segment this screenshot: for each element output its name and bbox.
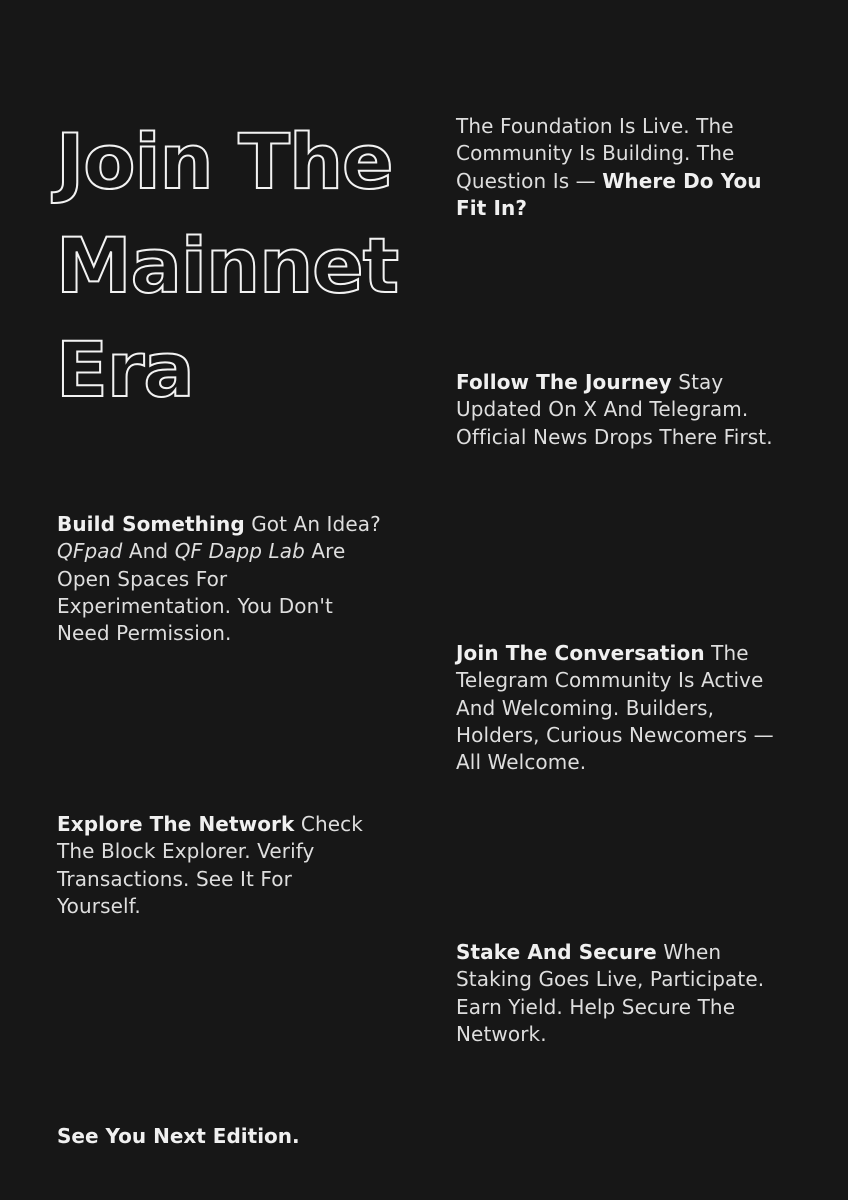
journey-title: Follow The Journey	[456, 370, 672, 394]
qfpad-link[interactable]: QFpad	[57, 539, 123, 564]
intro-paragraph	[456, 113, 796, 222]
build-title: Build Something	[57, 512, 245, 536]
intro-text: The Foundation Is Live. The Community Is Building. The Question Is —	[456, 114, 735, 193]
stake-body: When Staking Goes Live, Participate. Earn Yield. Help Secure The Network.	[456, 940, 765, 1046]
stake-title: Stake And Secure	[456, 940, 657, 964]
conversation-body: The Telegram Community Is Active And Welcoming. Builders, Holders, Curious Newcomers — All Welcome.	[456, 641, 774, 775]
build-connector: And	[128, 539, 169, 564]
explore-title: Explore The Network	[57, 812, 295, 836]
build-body-start: Got An Idea?	[251, 512, 381, 536]
explore-body: Check The Block Explorer. Verify Transactions. See It For Yourself.	[57, 812, 363, 918]
qf-dapp-lab-link[interactable]: QF Dapp Lab	[174, 539, 305, 564]
journey-section	[456, 369, 801, 451]
conversation-section	[456, 640, 786, 776]
page-title	[56, 110, 426, 422]
build-body-end: Are Open Spaces For Experimentation. You Don't Need Permission.	[57, 539, 346, 646]
title-line-1: Join The	[56, 117, 393, 206]
stake-section	[456, 939, 801, 1048]
title-line-3: Era	[56, 325, 194, 414]
explore-section	[57, 811, 367, 920]
journey-body: Stay Updated On X And Telegram. Official News Drops There First.	[456, 370, 773, 449]
title-line-2: Mainnet	[56, 221, 399, 310]
intro-emphasis: Where Do You Fit In?	[456, 168, 762, 220]
conversation-title: Join The Conversation	[456, 641, 705, 665]
build-section	[57, 511, 387, 647]
signoff-text: See You Next Edition.	[57, 1124, 300, 1148]
